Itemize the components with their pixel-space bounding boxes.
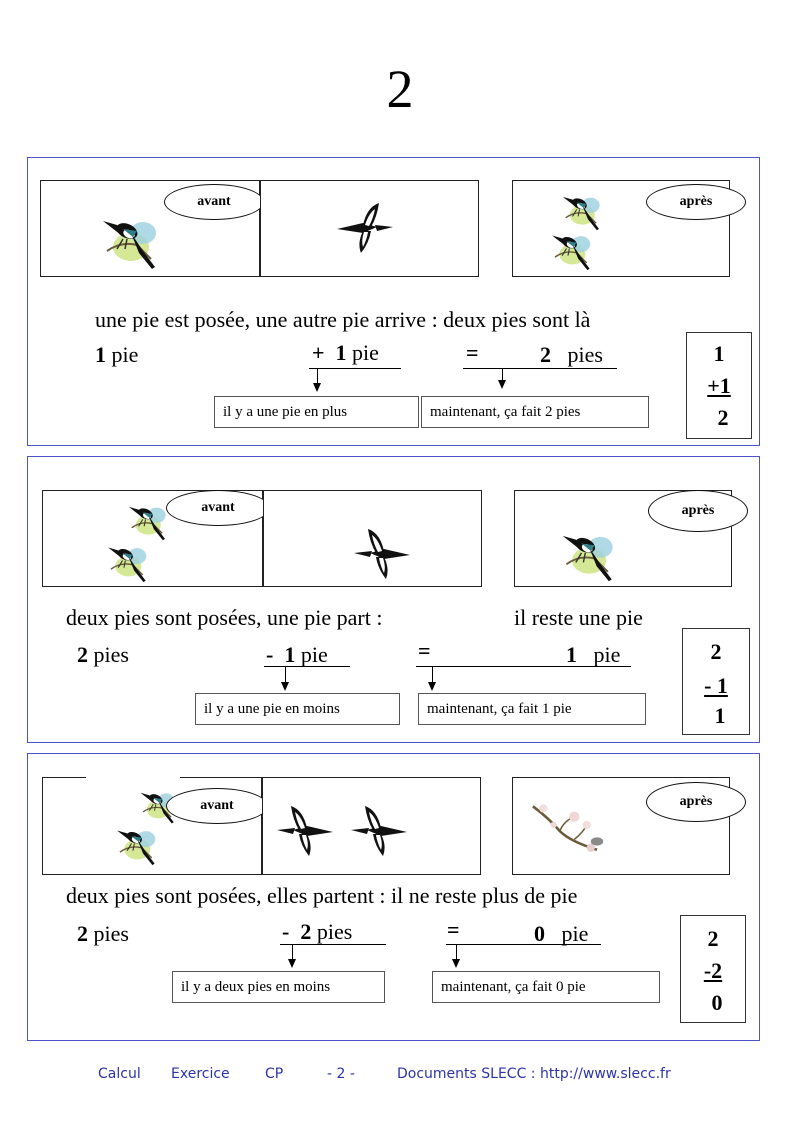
vertical-bottom: 2 <box>717 405 729 430</box>
equals-sign: = <box>447 917 460 942</box>
operand <box>77 921 129 947</box>
vertical-middle: +1 <box>707 373 731 398</box>
vertical-top: 2 <box>710 639 722 664</box>
result-word: pie <box>561 921 589 946</box>
before-label: avant <box>166 788 268 824</box>
change-word: pie <box>300 642 328 667</box>
result-underline <box>446 944 601 945</box>
operand-number: 1 <box>95 342 106 367</box>
event-image-box <box>262 777 481 875</box>
change-underline <box>309 368 401 369</box>
operator-sign: + <box>312 340 325 365</box>
magpie-flying-icon <box>337 203 397 257</box>
magpie-perched-icon <box>555 517 625 585</box>
operand <box>95 342 138 368</box>
before-label: avant <box>166 490 270 526</box>
magpie-flying-icon <box>347 806 407 860</box>
vertical-top: 1 <box>713 341 725 366</box>
footer-subject: Calcul <box>98 1066 141 1082</box>
operand-word: pie <box>111 342 139 367</box>
operand-number: 2 <box>77 642 88 667</box>
operand-word: pies <box>93 921 129 946</box>
result-number: 2 <box>540 342 551 367</box>
result-word: pie <box>593 642 621 667</box>
change-number: 1 <box>284 642 296 667</box>
vertical-calculation <box>682 628 750 735</box>
change-term <box>282 919 352 945</box>
change-note: il y a deux pies en moins <box>172 971 385 1003</box>
result-note: maintenant, ça fait 0 pie <box>432 971 660 1003</box>
change-term <box>312 340 379 366</box>
operand-number: 2 <box>77 921 88 946</box>
result-note: maintenant, ça fait 1 pie <box>418 693 646 725</box>
operator-sign: - <box>282 919 290 944</box>
after-label: après <box>646 782 746 822</box>
change-word: pies <box>316 919 353 944</box>
vertical-middle: -2 <box>703 958 723 983</box>
change-number: 2 <box>300 919 312 944</box>
operand-word: pies <box>93 642 129 667</box>
result-word: pies <box>567 342 603 367</box>
problem-sentence: deux pies sont posées, une pie part : <box>66 605 383 630</box>
magpie-flying-icon <box>273 806 333 860</box>
change-number: 1 <box>335 340 347 365</box>
change-word: pie <box>352 340 379 365</box>
change-note: il y a une pie en plus <box>214 396 419 428</box>
result-note: maintenant, ça fait 2 pies <box>421 396 649 428</box>
result-number: 0 <box>534 921 545 946</box>
result-term <box>540 342 603 368</box>
outcome-sentence: il reste une pie <box>514 605 643 630</box>
equals-sign: = <box>418 638 431 663</box>
result-underline <box>463 368 617 369</box>
magpie-perched-icon <box>97 201 167 273</box>
event-image-box <box>260 180 479 277</box>
footer-level: CP <box>265 1066 284 1082</box>
magpie-perched-icon <box>109 816 167 868</box>
result-number: 1 <box>566 642 577 667</box>
operand <box>77 642 129 668</box>
equals-sign: = <box>466 340 479 365</box>
vertical-calculation <box>686 332 752 439</box>
vertical-middle: - 1 <box>704 673 728 698</box>
operator-sign: - <box>266 642 274 667</box>
blossom-branch-icon <box>527 796 605 858</box>
before-label: avant <box>164 184 264 220</box>
vertical-top: 2 <box>707 926 719 951</box>
result-term <box>566 642 620 668</box>
event-image-box <box>263 490 482 587</box>
footer-page-number: - 2 - <box>327 1066 355 1082</box>
vertical-bottom: 0 <box>711 990 723 1015</box>
page-number: 2 <box>386 59 414 119</box>
before-box-top-edge-right <box>180 777 262 778</box>
problem-sentence: deux pies sont posées, elles partent : il ne reste plus de pie <box>66 883 578 908</box>
change-note: il y a une pie en moins <box>195 693 400 725</box>
magpie-flying-icon <box>350 529 410 583</box>
after-label: après <box>646 184 746 220</box>
vertical-calculation <box>680 915 746 1023</box>
vertical-bottom: 1 <box>714 703 726 728</box>
before-box-top-edge-left <box>42 777 86 778</box>
problem-sentence: une pie est posée, une autre pie arrive : deux pies sont là <box>95 307 591 332</box>
change-term <box>266 642 328 668</box>
after-label: après <box>648 490 748 532</box>
change-underline <box>264 666 350 667</box>
magpie-perched-icon <box>99 533 159 585</box>
footer-type: Exercice <box>171 1066 230 1082</box>
footer-source: Documents SLECC : http://www.slecc.fr <box>397 1066 671 1082</box>
change-underline <box>280 944 386 945</box>
result-underline <box>416 666 631 667</box>
magpie-perched-icon <box>543 221 603 273</box>
